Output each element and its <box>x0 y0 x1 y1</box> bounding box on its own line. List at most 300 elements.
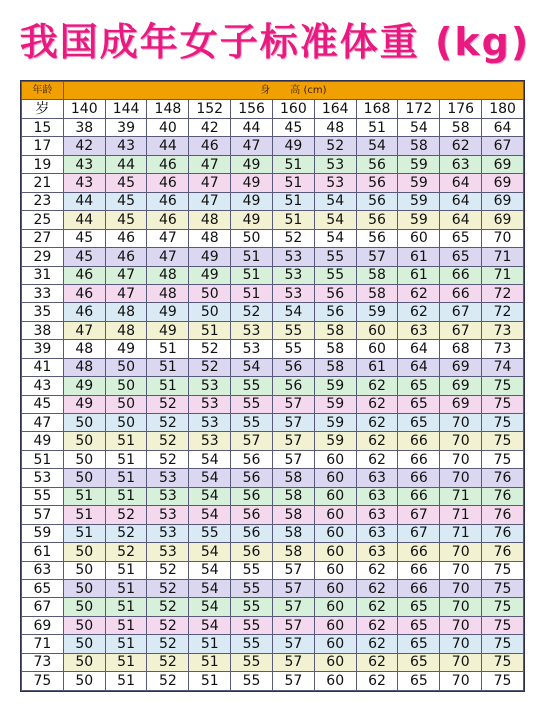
weight-cell: 44 <box>63 192 105 210</box>
weight-cell: 56 <box>314 303 356 321</box>
weight-cell: 61 <box>398 248 440 266</box>
weight-cell: 75 <box>482 653 524 671</box>
weight-cell: 64 <box>440 192 482 210</box>
weight-cell: 51 <box>272 211 314 229</box>
table-row <box>22 340 524 358</box>
weight-cell: 46 <box>147 211 189 229</box>
table-row <box>22 303 524 321</box>
weight-cell: 50 <box>189 284 231 302</box>
age-cell: 47 <box>22 414 64 432</box>
weight-cell: 62 <box>356 672 398 691</box>
table-row <box>22 229 524 247</box>
table-row <box>22 192 524 210</box>
weight-cell: 54 <box>398 119 440 137</box>
weight-cell: 71 <box>440 487 482 505</box>
weight-cell: 56 <box>231 524 273 542</box>
weight-cell: 57 <box>272 579 314 597</box>
weight-cell: 55 <box>231 414 273 432</box>
weight-cell: 53 <box>147 524 189 542</box>
table-row <box>22 174 524 192</box>
weight-cell: 52 <box>105 524 147 542</box>
weight-cell: 67 <box>440 303 482 321</box>
weight-cell: 45 <box>272 119 314 137</box>
weight-cell: 44 <box>63 211 105 229</box>
height-header-cell: 164 <box>314 100 356 119</box>
weight-cell: 51 <box>147 377 189 395</box>
table-row <box>22 561 524 579</box>
weight-cell: 50 <box>105 395 147 413</box>
weight-cell: 75 <box>482 395 524 413</box>
weight-cell: 43 <box>105 137 147 155</box>
age-cell: 15 <box>22 119 64 137</box>
weight-cell: 48 <box>314 119 356 137</box>
age-cell: 61 <box>22 543 64 561</box>
weight-cell: 50 <box>105 377 147 395</box>
weight-cell: 74 <box>482 358 524 376</box>
weight-cell: 73 <box>482 321 524 339</box>
table-row <box>22 672 524 691</box>
age-cell: 45 <box>22 395 64 413</box>
weight-cell: 53 <box>314 155 356 173</box>
weight-cell: 55 <box>314 266 356 284</box>
weight-cell: 50 <box>63 561 105 579</box>
weight-cell: 51 <box>63 487 105 505</box>
weight-cell: 56 <box>272 358 314 376</box>
weight-cell: 75 <box>482 450 524 468</box>
weight-cell: 56 <box>231 469 273 487</box>
table-row <box>22 321 524 339</box>
weight-cell: 66 <box>398 450 440 468</box>
weight-cell: 57 <box>272 414 314 432</box>
weight-cell: 65 <box>398 377 440 395</box>
weight-cell: 60 <box>356 340 398 358</box>
weight-cell: 76 <box>482 543 524 561</box>
weight-cell: 54 <box>314 211 356 229</box>
weight-cell: 76 <box>482 469 524 487</box>
weight-cell: 60 <box>314 506 356 524</box>
weight-cell: 57 <box>272 450 314 468</box>
weight-cell: 46 <box>147 192 189 210</box>
weight-cell: 57 <box>272 653 314 671</box>
weight-cell: 49 <box>147 321 189 339</box>
weight-cell: 51 <box>189 653 231 671</box>
weight-cell: 50 <box>63 414 105 432</box>
weight-cell: 67 <box>482 137 524 155</box>
table-row <box>22 266 524 284</box>
age-cell: 65 <box>22 579 64 597</box>
weight-cell: 56 <box>231 506 273 524</box>
age-cell: 38 <box>22 321 64 339</box>
weight-cell: 65 <box>398 414 440 432</box>
weight-cell: 70 <box>440 616 482 634</box>
weight-cell: 62 <box>356 414 398 432</box>
weight-cell: 63 <box>356 469 398 487</box>
table-row <box>22 487 524 505</box>
weight-cell: 48 <box>105 303 147 321</box>
age-cell: 31 <box>22 266 64 284</box>
table-row <box>22 284 524 302</box>
weight-cell: 54 <box>272 303 314 321</box>
weight-table-container <box>20 80 525 692</box>
weight-cell: 58 <box>272 543 314 561</box>
weight-cell: 75 <box>482 377 524 395</box>
weight-cell: 46 <box>105 229 147 247</box>
weight-cell: 52 <box>189 340 231 358</box>
weight-cell: 62 <box>398 284 440 302</box>
weight-cell: 51 <box>105 432 147 450</box>
weight-cell: 62 <box>398 303 440 321</box>
weight-cell: 57 <box>356 248 398 266</box>
weight-cell: 49 <box>231 155 273 173</box>
weight-cell: 71 <box>440 524 482 542</box>
weight-cell: 49 <box>63 395 105 413</box>
weight-cell: 51 <box>105 450 147 468</box>
weight-cell: 60 <box>314 469 356 487</box>
weight-cell: 49 <box>147 303 189 321</box>
weight-cell: 69 <box>440 395 482 413</box>
weight-cell: 55 <box>231 635 273 653</box>
weight-cell: 75 <box>482 561 524 579</box>
weight-cell: 49 <box>189 248 231 266</box>
weight-cell: 52 <box>272 229 314 247</box>
height-header-cell: 156 <box>231 100 273 119</box>
weight-cell: 57 <box>272 616 314 634</box>
weight-cell: 66 <box>398 469 440 487</box>
weight-cell: 45 <box>63 248 105 266</box>
weight-cell: 52 <box>147 450 189 468</box>
weight-cell: 50 <box>63 543 105 561</box>
weight-cell: 66 <box>398 487 440 505</box>
weight-cell: 49 <box>231 211 273 229</box>
weight-cell: 55 <box>231 616 273 634</box>
weight-cell: 62 <box>356 561 398 579</box>
weight-cell: 48 <box>105 321 147 339</box>
weight-cell: 51 <box>105 616 147 634</box>
weight-cell: 57 <box>231 432 273 450</box>
weight-cell: 46 <box>147 155 189 173</box>
weight-cell: 55 <box>231 598 273 616</box>
weight-cell: 52 <box>105 506 147 524</box>
weight-cell: 53 <box>231 321 273 339</box>
table-row <box>22 248 524 266</box>
weight-cell: 47 <box>105 266 147 284</box>
weight-cell: 52 <box>105 543 147 561</box>
weight-cell: 51 <box>231 248 273 266</box>
age-cell: 17 <box>22 137 64 155</box>
table-row <box>22 506 524 524</box>
table-row <box>22 395 524 413</box>
weight-cell: 54 <box>231 358 273 376</box>
weight-cell: 70 <box>440 450 482 468</box>
age-cell: 35 <box>22 303 64 321</box>
weight-cell: 54 <box>314 192 356 210</box>
weight-cell: 52 <box>147 414 189 432</box>
weight-cell: 54 <box>189 579 231 597</box>
weight-cell: 50 <box>189 303 231 321</box>
weight-cell: 53 <box>314 174 356 192</box>
weight-cell: 60 <box>314 616 356 634</box>
weight-cell: 47 <box>63 321 105 339</box>
table-row <box>22 119 524 137</box>
weight-cell: 52 <box>147 653 189 671</box>
weight-cell: 69 <box>482 211 524 229</box>
weight-cell: 56 <box>356 211 398 229</box>
weight-cell: 50 <box>63 598 105 616</box>
weight-cell: 75 <box>482 598 524 616</box>
weight-cell: 64 <box>482 119 524 137</box>
weight-cell: 55 <box>231 395 273 413</box>
weight-cell: 48 <box>147 284 189 302</box>
weight-cell: 50 <box>105 358 147 376</box>
weight-cell: 59 <box>356 303 398 321</box>
weight-cell: 58 <box>440 119 482 137</box>
weight-cell: 65 <box>440 248 482 266</box>
weight-cell: 52 <box>147 616 189 634</box>
weight-cell: 65 <box>398 395 440 413</box>
weight-cell: 76 <box>482 487 524 505</box>
weight-cell: 59 <box>314 395 356 413</box>
weight-cell: 54 <box>189 598 231 616</box>
weight-cell: 69 <box>482 174 524 192</box>
weight-cell: 53 <box>272 284 314 302</box>
table-row <box>22 469 524 487</box>
weight-cell: 70 <box>440 579 482 597</box>
table-row <box>22 414 524 432</box>
weight-cell: 65 <box>398 616 440 634</box>
weight-cell: 52 <box>147 672 189 691</box>
weight-cell: 39 <box>105 119 147 137</box>
weight-cell: 55 <box>314 248 356 266</box>
age-cell: 21 <box>22 174 64 192</box>
weight-cell: 40 <box>147 119 189 137</box>
height-column-header: 身 高 (cm) <box>63 82 523 100</box>
weight-cell: 53 <box>189 395 231 413</box>
weight-cell: 51 <box>105 469 147 487</box>
weight-cell: 54 <box>356 137 398 155</box>
weight-cell: 44 <box>231 119 273 137</box>
weight-cell: 51 <box>189 672 231 691</box>
weight-cell: 59 <box>398 192 440 210</box>
weight-cell: 75 <box>482 579 524 597</box>
weight-cell: 64 <box>398 340 440 358</box>
weight-cell: 62 <box>356 377 398 395</box>
weight-cell: 53 <box>189 377 231 395</box>
weight-cell: 59 <box>314 377 356 395</box>
weight-cell: 57 <box>272 635 314 653</box>
weight-cell: 56 <box>314 284 356 302</box>
weight-cell: 56 <box>272 377 314 395</box>
weight-cell: 75 <box>482 635 524 653</box>
weight-cell: 46 <box>105 248 147 266</box>
weight-cell: 60 <box>314 653 356 671</box>
weight-cell: 60 <box>398 229 440 247</box>
weight-cell: 47 <box>105 284 147 302</box>
weight-cell: 51 <box>272 155 314 173</box>
weight-cell: 53 <box>147 506 189 524</box>
weight-cell: 70 <box>440 469 482 487</box>
weight-cell: 44 <box>147 137 189 155</box>
weight-cell: 55 <box>272 321 314 339</box>
weight-cell: 69 <box>440 377 482 395</box>
weight-cell: 47 <box>189 174 231 192</box>
weight-cell: 63 <box>356 543 398 561</box>
age-cell: 41 <box>22 358 64 376</box>
weight-cell: 49 <box>105 340 147 358</box>
age-cell: 33 <box>22 284 64 302</box>
weight-cell: 75 <box>482 672 524 691</box>
weight-cell: 47 <box>147 229 189 247</box>
weight-cell: 49 <box>189 266 231 284</box>
weight-cell: 52 <box>147 395 189 413</box>
table-row <box>22 579 524 597</box>
age-cell: 75 <box>22 672 64 691</box>
weight-cell: 58 <box>314 340 356 358</box>
weight-cell: 55 <box>231 672 273 691</box>
table-row <box>22 377 524 395</box>
height-header-cell: 176 <box>440 100 482 119</box>
weight-cell: 66 <box>440 266 482 284</box>
weight-cell: 51 <box>147 358 189 376</box>
weight-cell: 60 <box>314 598 356 616</box>
weight-cell: 62 <box>356 653 398 671</box>
table-row <box>22 653 524 671</box>
weight-cell: 63 <box>440 155 482 173</box>
weight-cell: 70 <box>440 432 482 450</box>
weight-cell: 55 <box>231 653 273 671</box>
weight-cell: 52 <box>231 303 273 321</box>
age-cell: 25 <box>22 211 64 229</box>
weight-cell: 62 <box>356 635 398 653</box>
weight-cell: 58 <box>314 321 356 339</box>
height-header-cell: 140 <box>63 100 105 119</box>
weight-cell: 52 <box>147 561 189 579</box>
weight-cell: 50 <box>63 616 105 634</box>
age-cell: 73 <box>22 653 64 671</box>
weight-cell: 51 <box>105 561 147 579</box>
weight-cell: 63 <box>356 524 398 542</box>
weight-cell: 62 <box>356 579 398 597</box>
weight-cell: 58 <box>272 469 314 487</box>
table-row <box>22 137 524 155</box>
age-cell: 63 <box>22 561 64 579</box>
weight-cell: 49 <box>231 192 273 210</box>
weight-cell: 52 <box>147 598 189 616</box>
weight-cell: 61 <box>356 358 398 376</box>
weight-cell: 53 <box>272 248 314 266</box>
weight-cell: 46 <box>63 303 105 321</box>
table-row <box>22 432 524 450</box>
weight-cell: 56 <box>356 192 398 210</box>
weight-cell: 45 <box>105 211 147 229</box>
weight-cell: 60 <box>314 579 356 597</box>
weight-cell: 65 <box>398 598 440 616</box>
weight-cell: 58 <box>356 284 398 302</box>
weight-cell: 53 <box>147 469 189 487</box>
weight-cell: 38 <box>63 119 105 137</box>
weight-cell: 47 <box>231 137 273 155</box>
weight-cell: 56 <box>231 487 273 505</box>
weight-cell: 48 <box>189 229 231 247</box>
age-cell: 43 <box>22 377 64 395</box>
weight-cell: 56 <box>356 229 398 247</box>
weight-cell: 63 <box>356 506 398 524</box>
age-cell: 19 <box>22 155 64 173</box>
weight-cell: 46 <box>63 284 105 302</box>
weight-cell: 51 <box>63 524 105 542</box>
weight-cell: 42 <box>189 119 231 137</box>
weight-cell: 62 <box>356 395 398 413</box>
weight-cell: 60 <box>314 450 356 468</box>
weight-cell: 49 <box>231 174 273 192</box>
weight-cell: 51 <box>147 340 189 358</box>
weight-cell: 70 <box>440 653 482 671</box>
weight-cell: 62 <box>440 137 482 155</box>
weight-cell: 55 <box>231 377 273 395</box>
weight-cell: 64 <box>440 174 482 192</box>
age-cell: 49 <box>22 432 64 450</box>
table-row <box>22 155 524 173</box>
weight-cell: 73 <box>482 340 524 358</box>
weight-cell: 55 <box>189 524 231 542</box>
weight-cell: 53 <box>231 340 273 358</box>
weight-cell: 54 <box>189 543 231 561</box>
weight-cell: 72 <box>482 284 524 302</box>
weight-cell: 51 <box>105 579 147 597</box>
weight-cell: 49 <box>272 137 314 155</box>
weight-cell: 59 <box>314 414 356 432</box>
weight-cell: 50 <box>63 432 105 450</box>
weight-cell: 54 <box>189 616 231 634</box>
weight-cell: 56 <box>231 543 273 561</box>
table-row <box>22 598 524 616</box>
weight-cell: 59 <box>398 155 440 173</box>
weight-cell: 76 <box>482 506 524 524</box>
age-cell: 67 <box>22 598 64 616</box>
weight-cell: 53 <box>189 432 231 450</box>
table-row <box>22 524 524 542</box>
weight-cell: 58 <box>356 266 398 284</box>
weight-cell: 61 <box>398 266 440 284</box>
weight-cell: 56 <box>356 174 398 192</box>
weight-cell: 76 <box>482 524 524 542</box>
weight-cell: 68 <box>440 340 482 358</box>
weight-cell: 75 <box>482 432 524 450</box>
weight-cell: 69 <box>482 192 524 210</box>
weight-cell: 56 <box>231 450 273 468</box>
height-header-cell: 160 <box>272 100 314 119</box>
weight-cell: 65 <box>398 635 440 653</box>
table-row <box>22 543 524 561</box>
weight-cell: 50 <box>63 635 105 653</box>
weight-cell: 53 <box>189 414 231 432</box>
weight-cell: 59 <box>398 211 440 229</box>
age-column-header: 年龄 <box>22 82 64 100</box>
weight-cell: 72 <box>482 303 524 321</box>
weight-cell: 48 <box>63 358 105 376</box>
weight-cell: 50 <box>63 450 105 468</box>
weight-cell: 58 <box>398 137 440 155</box>
weight-cell: 65 <box>398 653 440 671</box>
weight-cell: 44 <box>105 155 147 173</box>
weight-cell: 48 <box>147 266 189 284</box>
weight-cell: 51 <box>231 266 273 284</box>
page-title: 我国成年女子标准体重 (kg) <box>19 19 531 64</box>
weight-cell: 55 <box>231 561 273 579</box>
weight-cell: 50 <box>63 469 105 487</box>
age-cell: 29 <box>22 248 64 266</box>
weight-cell: 55 <box>231 579 273 597</box>
weight-cell: 45 <box>105 174 147 192</box>
